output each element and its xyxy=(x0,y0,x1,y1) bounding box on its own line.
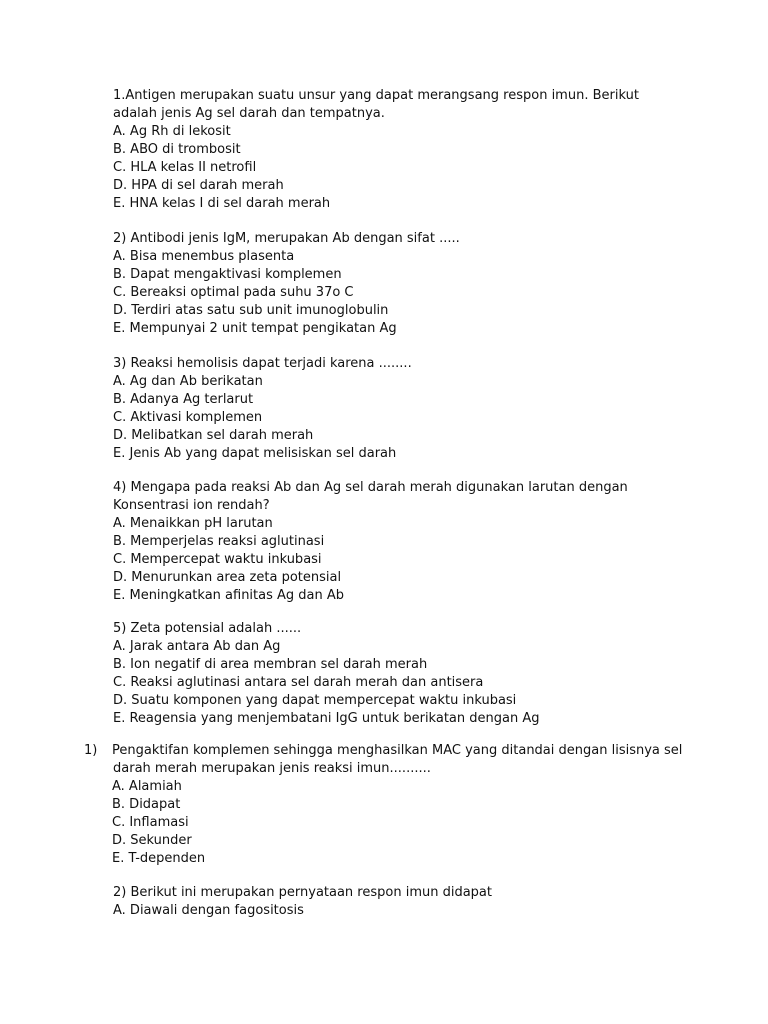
question-text: 2) Berikut ini merupakan pernyataan respon imun didapat xyxy=(113,885,492,900)
question-4 xyxy=(113,479,673,605)
question-2 xyxy=(113,230,673,338)
answer-option-d: D. Terdiri atas satu sub unit imunoglobulin xyxy=(113,303,389,318)
answer-option-b: B. ABO di trombosit xyxy=(113,142,241,157)
list-number: 1) xyxy=(84,743,98,758)
question-text: 1.Antigen merupakan suatu unsur yang dapat merangsang respon imun. Berikut xyxy=(113,88,639,103)
answer-option-b: B. Adanya Ag terlarut xyxy=(113,392,254,407)
answer-option-b: B. Didapat xyxy=(112,797,181,812)
answer-option-c: C. Aktivasi komplemen xyxy=(113,410,263,425)
answer-option-c: C. Reaksi aglutinasi antara sel darah merah dan antisera xyxy=(113,675,484,690)
answer-option-e: E. HNA kelas I di sel darah merah xyxy=(113,196,331,211)
answer-option-e: E. Meningkatkan afinitas Ag dan Ab xyxy=(113,588,345,603)
question-text: 4) Mengapa pada reaksi Ab dan Ag sel darah merah digunakan larutan dengan xyxy=(113,480,628,495)
answer-option-a: A. Ag Rh di lekosit xyxy=(113,124,231,139)
question-text: adalah jenis Ag sel darah dan tempatnya. xyxy=(113,106,385,121)
question-text: darah merah merupakan jenis reaksi imun.......... xyxy=(113,761,431,776)
question-1 xyxy=(113,87,673,213)
question-text: 2) Antibodi jenis IgM, merupakan Ab dengan sifat ..... xyxy=(113,231,460,246)
answer-option-d: D. Suatu komponen yang dapat mempercepat waktu inkubasi xyxy=(113,693,517,708)
numbered-question-2 xyxy=(113,884,673,920)
answer-option-a: A. Menaikkan pH larutan xyxy=(113,516,273,531)
answer-option-a: A. Bisa menembus plasenta xyxy=(113,249,295,264)
question-text: Konsentrasi ion rendah? xyxy=(113,498,270,513)
answer-option-d: D. Melibatkan sel darah merah xyxy=(113,428,314,443)
question-text: Pengaktifan komplemen sehingga menghasilkan MAC yang ditandai dengan lisisnya sel xyxy=(112,743,683,758)
answer-option-e: E. T-dependen xyxy=(112,851,206,866)
answer-option-c: C. Bereaksi optimal pada suhu 37o C xyxy=(113,285,354,300)
question-text: 3) Reaksi hemolisis dapat terjadi karena ........ xyxy=(113,356,412,371)
question-5 xyxy=(113,620,673,728)
answer-option-d: D. Sekunder xyxy=(112,833,192,848)
question-3 xyxy=(113,355,673,463)
answer-option-d: D. Menurunkan area zeta potensial xyxy=(113,570,342,585)
answer-option-a: A. Ag dan Ab berikatan xyxy=(113,374,263,389)
answer-option-c: C. HLA kelas II netrofil xyxy=(113,160,257,175)
answer-option-a: A. Alamiah xyxy=(112,779,182,794)
answer-option-e: E. Jenis Ab yang dapat melisiskan sel darah xyxy=(113,446,397,461)
answer-option-e: E. Mempunyai 2 unit tempat pengikatan Ag xyxy=(113,321,397,336)
answer-option-b: B. Dapat mengaktivasi komplemen xyxy=(113,267,342,282)
answer-option-e: E. Reagensia yang menjembatani IgG untuk berikatan dengan Ag xyxy=(113,711,540,726)
answer-option-d: D. HPA di sel darah merah xyxy=(113,178,284,193)
answer-option-a: A. Diawali dengan fagositosis xyxy=(113,903,304,918)
answer-option-c: C. Mempercepat waktu inkubasi xyxy=(113,552,322,567)
answer-option-c: C. Inflamasi xyxy=(112,815,189,830)
question-text: 5) Zeta potensial adalah ...... xyxy=(113,621,302,636)
answer-option-b: B. Ion negatif di area membran sel darah merah xyxy=(113,657,428,672)
answer-option-a: A. Jarak antara Ab dan Ag xyxy=(113,639,281,654)
answer-option-b: B. Memperjelas reaksi aglutinasi xyxy=(113,534,325,549)
